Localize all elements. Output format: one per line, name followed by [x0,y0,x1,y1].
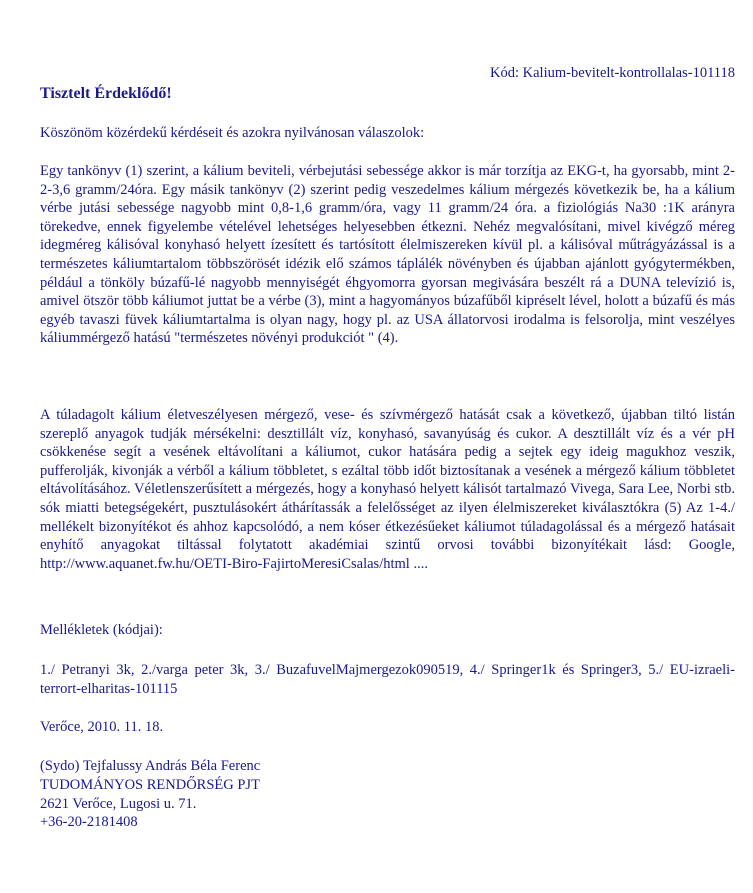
signature-name: (Sydo) Tejfalussy András Béla Ferenc [40,758,261,774]
body-paragraph-1: Egy tankönyv (1) szerint, a kálium beviteli, vérbejutási sebessége akkor is már torzítja az EKG-t, ha gyorsabb, mint 2-2-3,6 gramm/24óra. Egy másik tankönyv (2) szerint pedig veszedelmes kálium mérgezés következik be, ha a kálium vérbe jutási sebessége nagyobb mint 0,8-1,6 gramm/óra, vagy 11 gramm/24 óra. a fiziológiás Na30 :1K arányra törekedve, ennek figyelembe vételével lehetséges helyesebben étkezni. Nehéz megvalósítani, mivel kivégző méreg idegméreg kálisóval konyhasó helyett ízesített és tartósított élelmiszereken kívül pl. a kálisóval műtrágyázással is a természetes káliumtartalom többszörösét idézik elő számos táplálék növényben és újabban ajánlott gyógytermékben, például a tönköly búzafű-lé nagyobb mennyiségét éhgyomorra gyorsan megivására beszélt rá a DUNA televízió is, amivel ötször több káliumot juttat be a vérbe (3), mint a hagyományos búzafűből kipréselt lével, holott a búzafű és más egyéb tavaszi füvek káliumtartalma is olyan nagy, hogy pl. az USA állatorvosi irodalma is felsorolja, mint veszélyes káliummérgező hatású "természetes növényi produkciót " (4). [40,163,735,347]
document-code: Kód: Kalium-bevitelt-kontrollalas-101118 [490,65,735,81]
attachments-title: Mellékletek (kódjai): [40,622,163,638]
signature-address: 2621 Verőce, Lugosi u. 71. [40,795,197,812]
signature-organization: TUDOMÁNYOS RENDŐRSÉG PJT [40,776,260,793]
place-and-date: Verőce, 2010. 11. 18. [40,719,164,735]
signature-phone: +36-20-2181408 [40,814,138,831]
intro-sentence: Köszönöm közérdekű kérdéseit és azokra nyilvánosan válaszolok: [40,125,425,141]
body-paragraph-2: A túladagolt kálium életveszélyesen mérgező, vese- és szívmérgező hatását csak a következő, újabban tiltó listán szereplő anyagok tudják mérsékelni: desztillált víz, konyhasó, savanyúság és cukor. A desztillált víz és a vér pH csökkenése segít a vesének eltávolítani a káliumot, cukor hatására pedig a sejtek egy ideig magukhoz veszik, pufferolják, kivonják a vérből a kálium többletet, s ezáltal több időt biztosítanak a vesének a mérgező kálium többletet eltávolításához. Véletlenszerűsített a mérgezés, hogy a konyhasó helyett kálisót tartalmazó Vivega, Sara Lee, Norbi stb. sók miatti betegségekért, pusztulásokért áthárítassák a felelősséget az ilyen élelmiszereket kiválasztókra (5) Az 1-4./ mellékelt bizonyítékot és ahhoz kapcsolódó, a nem kóser étkezésűeket káliumot túladagolással és a mérgező hatásait enyhítő anyagokat tiltással folytatott akadémiai szintű orvosi további bizonyítékait lásd: Google, http://www.aquanet.fw.hu/OETI-Biro-FajirtoMeresiCsalas/html .... [40,407,735,572]
signature-block [40,757,260,832]
attachments-list: 1./ Petranyi 3k, 2./varga peter 3k, 3./ BuzafuvelMajmergezok090519, 4./ Springer1k és Springer3, 5./ EU-izraeli-terrort-elharitas-101115 [40,662,735,697]
salutation: Tisztelt Érdeklődő! [40,85,172,102]
